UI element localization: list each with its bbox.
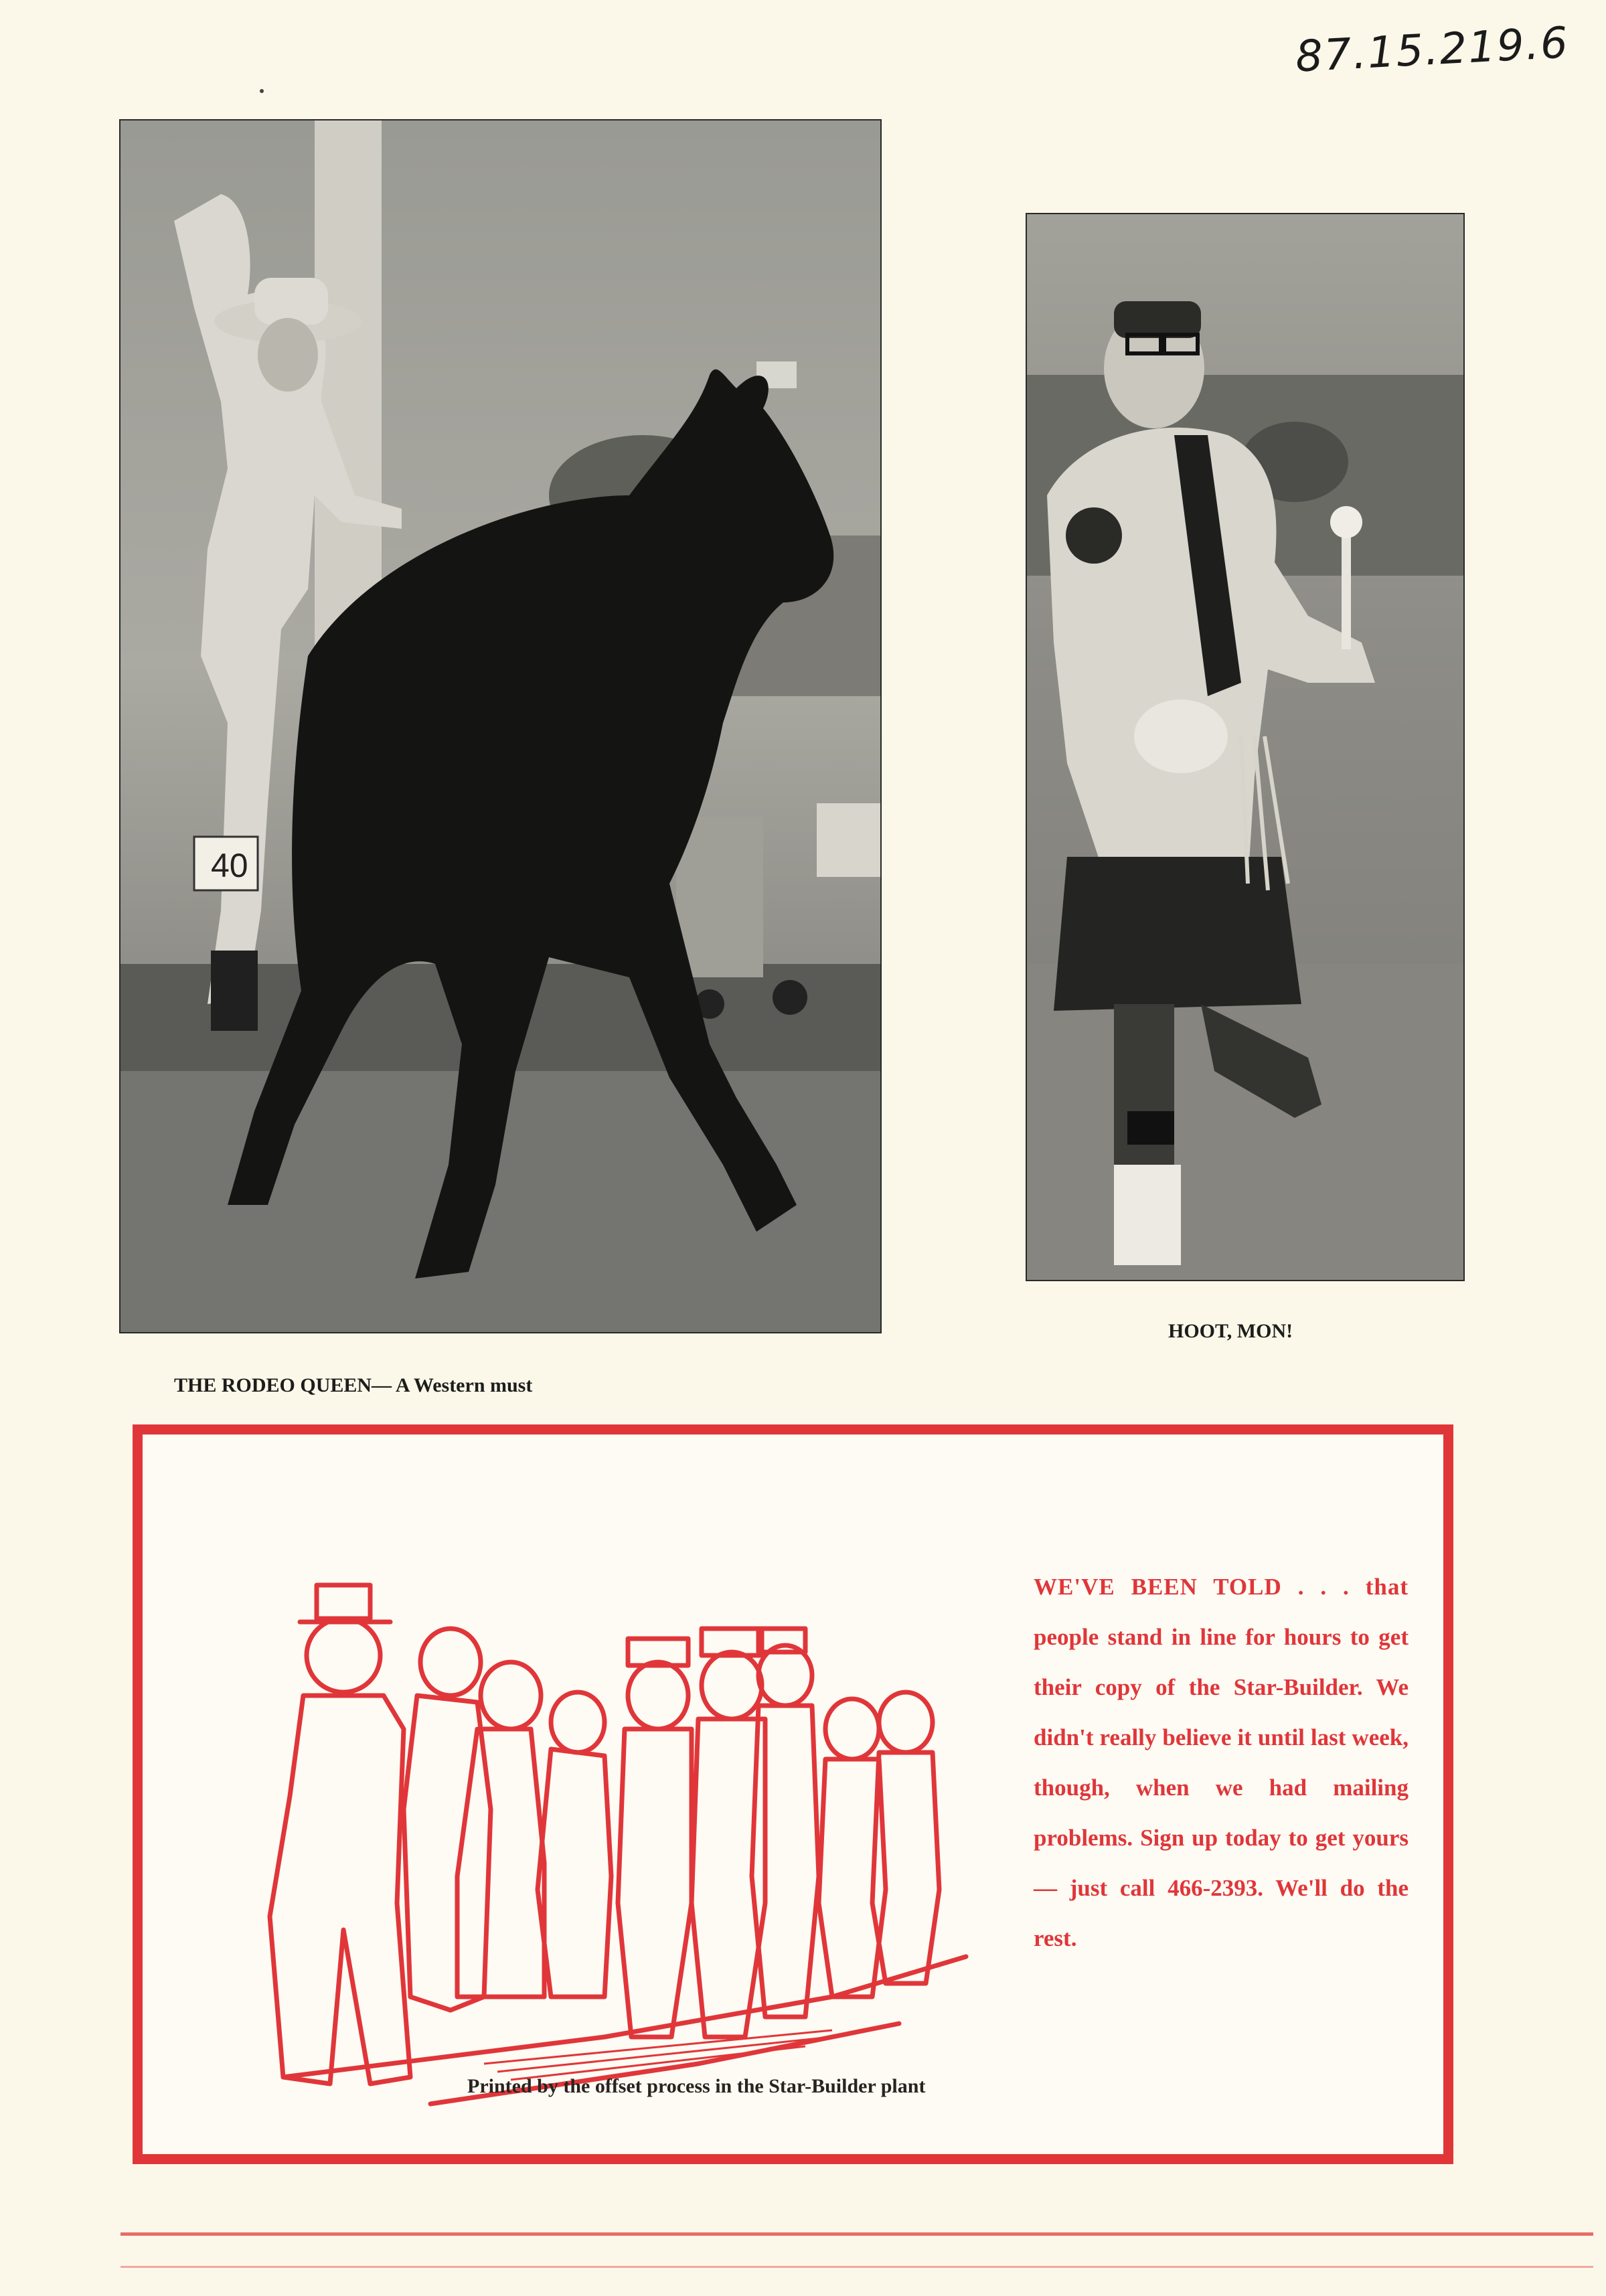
rodeo-queen-photo-image (121, 120, 880, 1332)
bagpiper-photo-image (1027, 214, 1463, 1280)
printing-credit: Printed by the offset process in the Star-Builder plant (467, 2075, 926, 2097)
rodeo-queen-caption: THE RODEO QUEEN— A Western must (174, 1374, 533, 1396)
print-artifact-line-faint (121, 2266, 1593, 2268)
catalog-number: 87.15.219.6 (1294, 18, 1571, 82)
ad-lead: WE'VE BEEN TOLD . . . that (1034, 1574, 1409, 1600)
queue-illustration (230, 1528, 1100, 2131)
ad-body: people stand in line for hours to get their copy of the Star-Builder. We didn't really believe it until last week, though, when we had mailing problems. Sign up today to get yours — just call 466-2393. We'll do the rest. (1034, 1624, 1409, 1951)
rodeo-queen-photo (119, 119, 882, 1333)
subscription-ad (133, 1424, 1453, 2164)
print-artifact-line (121, 2232, 1593, 2236)
ad-copy (1034, 1562, 1409, 1963)
ink-speck (260, 89, 264, 93)
bagpiper-caption: HOOT, MON! (1168, 1320, 1293, 1342)
bagpiper-photo (1026, 213, 1465, 1281)
people-in-line-drawing (230, 1528, 1100, 2131)
rider-number: 40 (211, 847, 248, 884)
